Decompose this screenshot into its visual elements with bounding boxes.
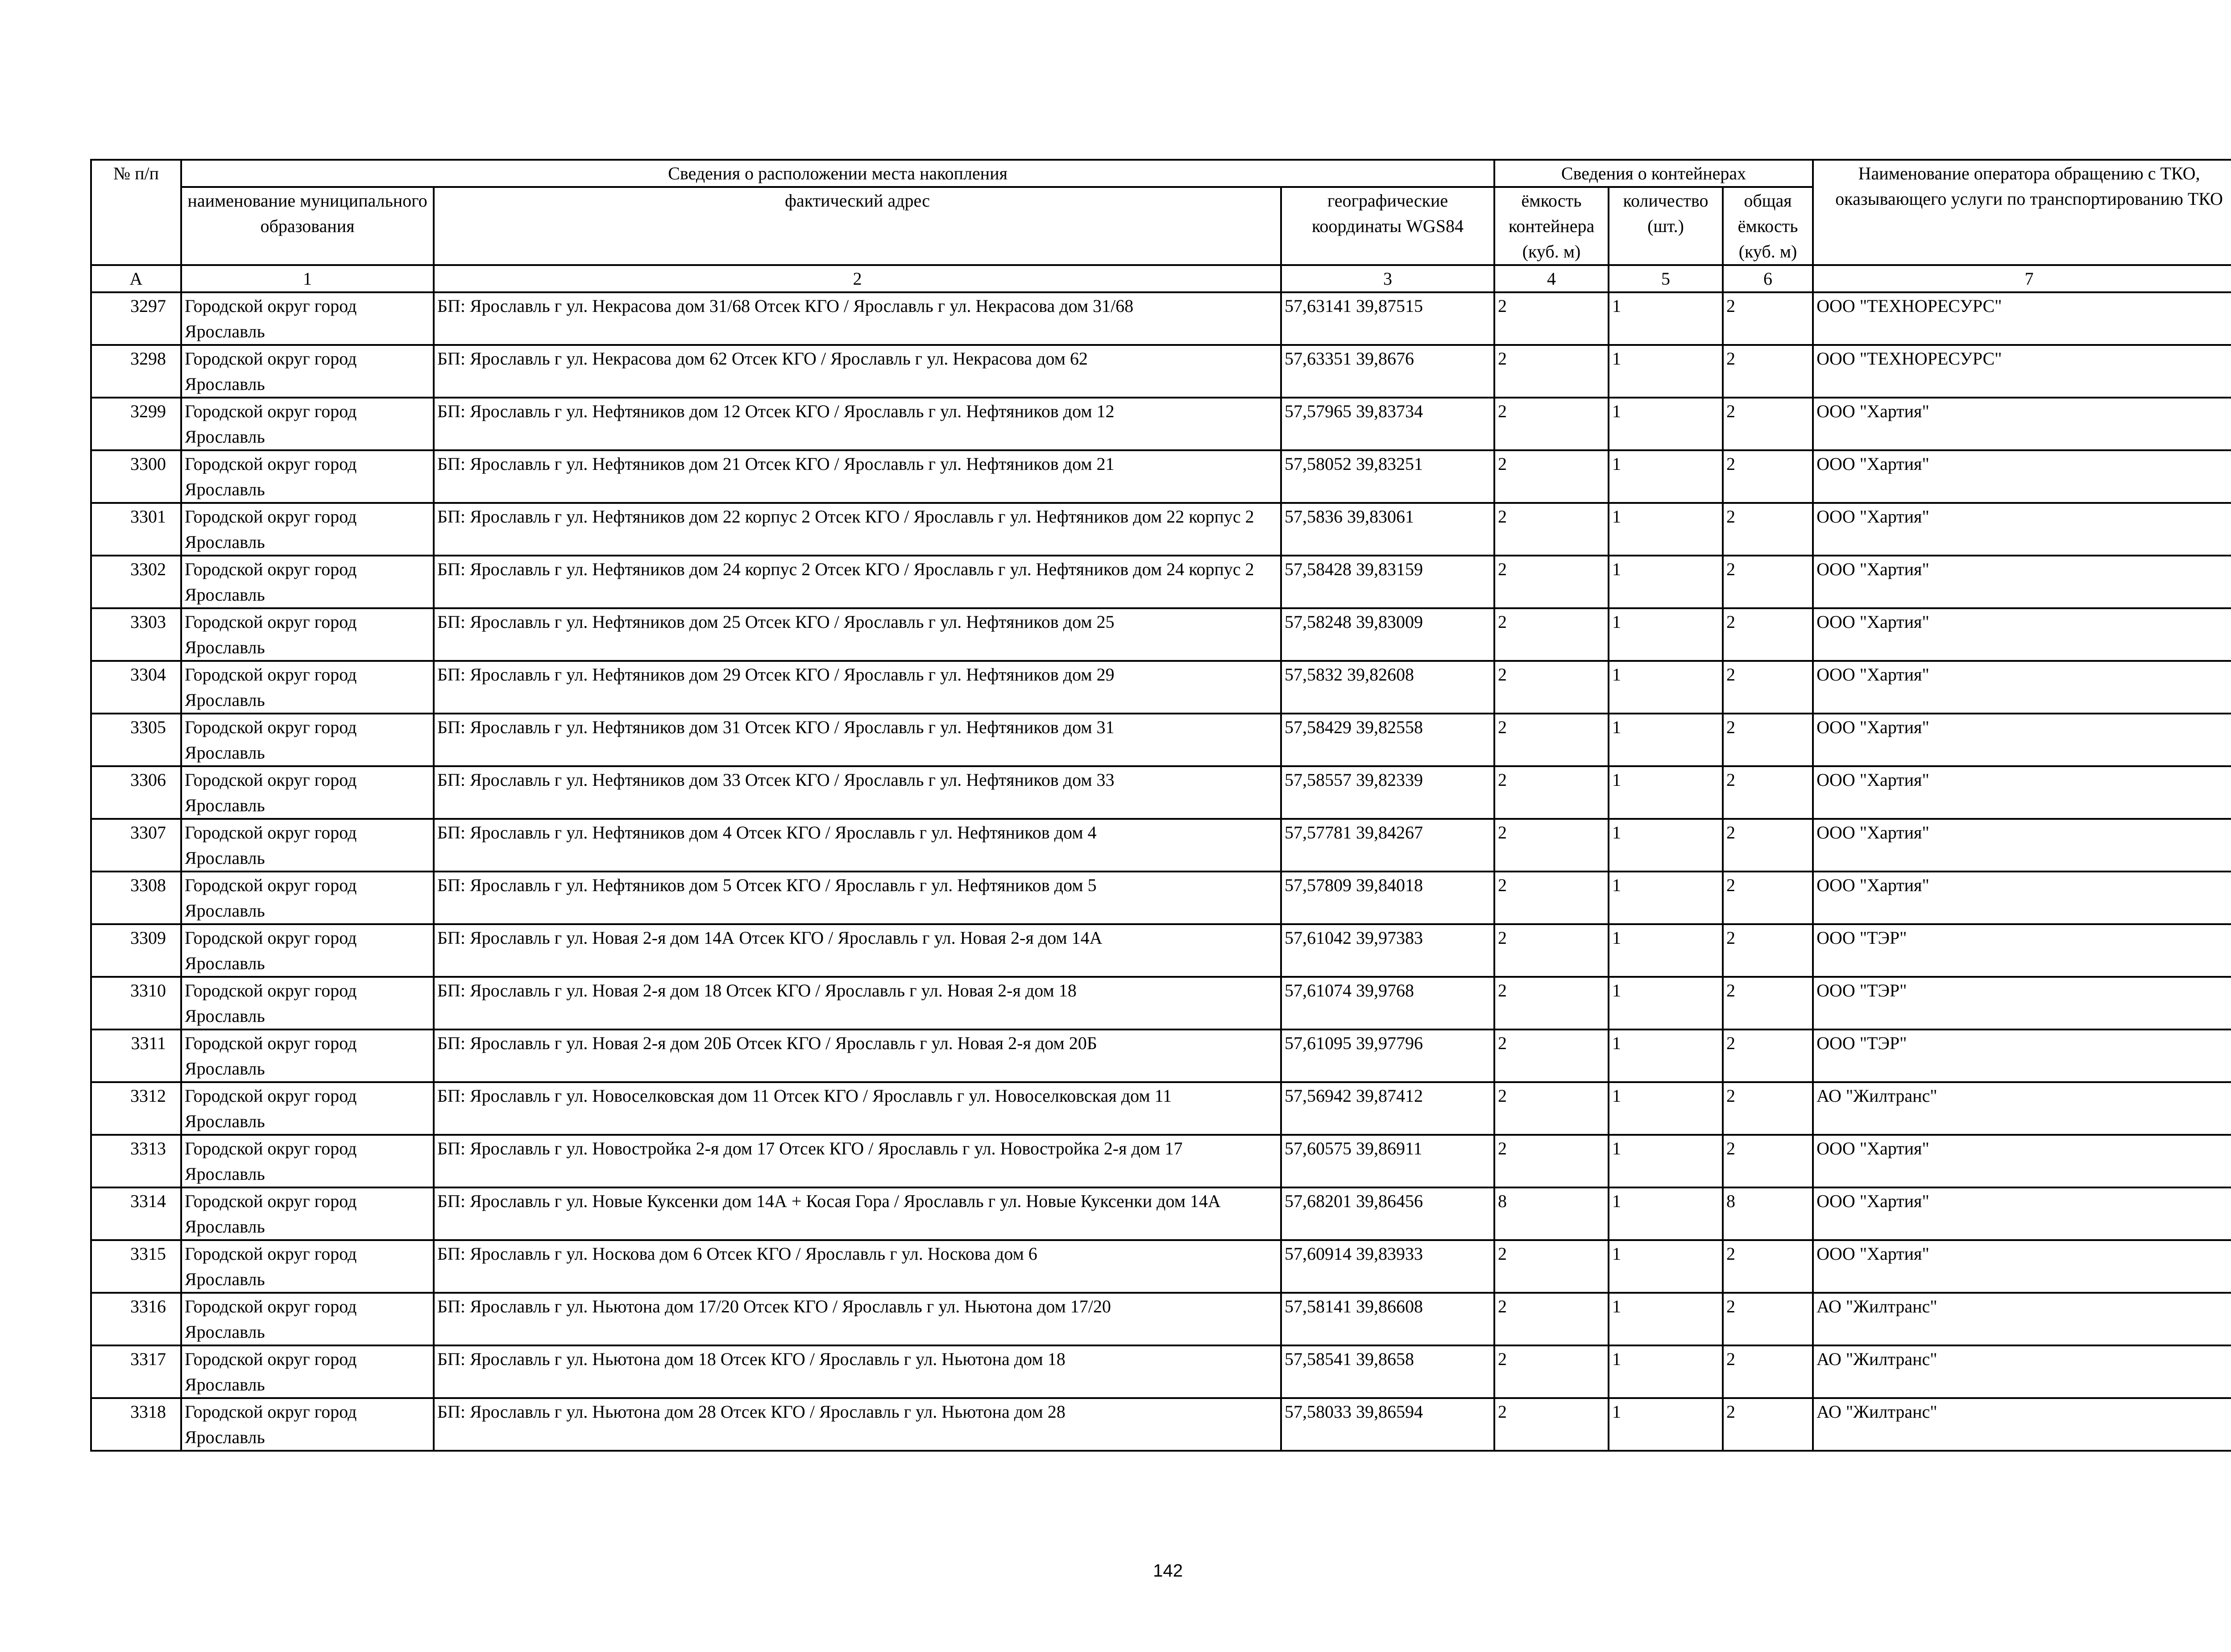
- cell-address: БП: Ярославль г ул. Ньютона дом 17/20 Отсек КГО / Ярославль г ул. Ньютона дом 17/20: [434, 1293, 1281, 1345]
- cell-total: 2: [1723, 872, 1813, 924]
- cell-operator: АО "Жилтранс": [1813, 1345, 2231, 1398]
- table-row: [91, 766, 2231, 819]
- cell-operator: ООО "Хартия": [1813, 398, 2231, 450]
- cell-capacity: 2: [1494, 872, 1609, 924]
- cell-count: 1: [1609, 1240, 1723, 1293]
- cell-coords: 57,63141 39,87515: [1281, 292, 1494, 345]
- cell-count: 1: [1609, 1029, 1723, 1082]
- cell-num: 3308: [91, 872, 181, 924]
- cell-municipality: Городской округ город Ярославль: [181, 608, 434, 661]
- column-index-row: [91, 265, 2231, 292]
- cell-coords: 57,61074 39,9768: [1281, 977, 1494, 1029]
- column-index: 2: [434, 265, 1281, 292]
- cell-coords: 57,58033 39,86594: [1281, 1398, 1494, 1451]
- header-address: фактический адрес: [434, 187, 1281, 265]
- cell-capacity: 2: [1494, 398, 1609, 450]
- column-index: 6: [1723, 265, 1813, 292]
- cell-capacity: 2: [1494, 608, 1609, 661]
- cell-address: БП: Ярославль г ул. Новая 2-я дом 20Б Отсек КГО / Ярославль г ул. Новая 2-я дом 20Б: [434, 1029, 1281, 1082]
- cell-total: 2: [1723, 766, 1813, 819]
- cell-count: 1: [1609, 1293, 1723, 1345]
- cell-count: 1: [1609, 872, 1723, 924]
- table-row: [91, 292, 2231, 345]
- cell-operator: ООО "ТЕХНОРЕСУРС": [1813, 292, 2231, 345]
- cell-capacity: 2: [1494, 1293, 1609, 1345]
- cell-capacity: 2: [1494, 1398, 1609, 1451]
- cell-capacity: 2: [1494, 766, 1609, 819]
- cell-operator: ООО "Хартия": [1813, 872, 2231, 924]
- header-capacity: ёмкость контейнера (куб. м): [1494, 187, 1609, 265]
- cell-address: БП: Ярославль г ул. Некрасова дом 62 Отсек КГО / Ярославль г ул. Некрасова дом 62: [434, 345, 1281, 398]
- table-row: [91, 872, 2231, 924]
- cell-num: 3307: [91, 819, 181, 872]
- cell-operator: ООО "Хартия": [1813, 1240, 2231, 1293]
- cell-capacity: 2: [1494, 1082, 1609, 1135]
- cell-total: 2: [1723, 1029, 1813, 1082]
- cell-municipality: Городской округ город Ярославль: [181, 766, 434, 819]
- cell-num: 3315: [91, 1240, 181, 1293]
- cell-operator: ООО "Хартия": [1813, 503, 2231, 556]
- table-row: [91, 608, 2231, 661]
- cell-capacity: 2: [1494, 1240, 1609, 1293]
- cell-coords: 57,58052 39,83251: [1281, 450, 1494, 503]
- registry-sheet: [90, 159, 2231, 1452]
- cell-address: БП: Ярославль г ул. Нефтяников дом 4 Отсек КГО / Ярославль г ул. Нефтяников дом 4: [434, 819, 1281, 872]
- cell-municipality: Городской округ город Ярославль: [181, 1029, 434, 1082]
- cell-municipality: Городской округ город Ярославль: [181, 1398, 434, 1451]
- column-index: 5: [1609, 265, 1723, 292]
- cell-address: БП: Ярославль г ул. Новоселковская дом 11 Отсек КГО / Ярославль г ул. Новоселковская дом 11: [434, 1082, 1281, 1135]
- cell-capacity: 2: [1494, 977, 1609, 1029]
- header-row-top: [91, 160, 2231, 187]
- cell-municipality: Городской округ город Ярославль: [181, 977, 434, 1029]
- cell-total: 2: [1723, 1082, 1813, 1135]
- cell-capacity: 2: [1494, 450, 1609, 503]
- cell-capacity: 2: [1494, 819, 1609, 872]
- header-coords: географические координаты WGS84: [1281, 187, 1494, 265]
- table-row: [91, 1187, 2231, 1240]
- cell-coords: 57,57781 39,84267: [1281, 819, 1494, 872]
- cell-address: БП: Ярославль г ул. Некрасова дом 31/68 Отсек КГО / Ярославль г ул. Некрасова дом 31/68: [434, 292, 1281, 345]
- cell-coords: 57,60575 39,86911: [1281, 1135, 1494, 1187]
- cell-count: 1: [1609, 556, 1723, 608]
- table-row: [91, 1135, 2231, 1187]
- table-row: [91, 345, 2231, 398]
- cell-count: 1: [1609, 977, 1723, 1029]
- cell-municipality: Городской округ город Ярославль: [181, 398, 434, 450]
- cell-count: 1: [1609, 450, 1723, 503]
- cell-total: 2: [1723, 1398, 1813, 1451]
- cell-capacity: 2: [1494, 1345, 1609, 1398]
- cell-municipality: Городской округ город Ярославль: [181, 661, 434, 714]
- cell-num: 3318: [91, 1398, 181, 1451]
- cell-municipality: Городской округ город Ярославль: [181, 1240, 434, 1293]
- cell-operator: ООО "Хартия": [1813, 608, 2231, 661]
- cell-coords: 57,5832 39,82608: [1281, 661, 1494, 714]
- cell-num: 3314: [91, 1187, 181, 1240]
- cell-count: 1: [1609, 1345, 1723, 1398]
- cell-operator: ООО "Хартия": [1813, 450, 2231, 503]
- header-total: общая ёмкость (куб. м): [1723, 187, 1813, 265]
- cell-capacity: 8: [1494, 1187, 1609, 1240]
- cell-num: 3313: [91, 1135, 181, 1187]
- cell-count: 1: [1609, 924, 1723, 977]
- cell-total: 2: [1723, 1345, 1813, 1398]
- cell-num: 3298: [91, 345, 181, 398]
- column-index: А: [91, 265, 181, 292]
- table-row: [91, 977, 2231, 1029]
- cell-coords: 57,58557 39,82339: [1281, 766, 1494, 819]
- column-index: 4: [1494, 265, 1609, 292]
- cell-count: 1: [1609, 1082, 1723, 1135]
- cell-capacity: 2: [1494, 714, 1609, 766]
- cell-total: 8: [1723, 1187, 1813, 1240]
- cell-num: 3317: [91, 1345, 181, 1398]
- table-row: [91, 1345, 2231, 1398]
- cell-address: БП: Ярославль г ул. Нефтяников дом 29 Отсек КГО / Ярославль г ул. Нефтяников дом 29: [434, 661, 1281, 714]
- cell-capacity: 2: [1494, 1029, 1609, 1082]
- cell-num: 3301: [91, 503, 181, 556]
- cell-operator: ООО "Хартия": [1813, 1135, 2231, 1187]
- cell-count: 1: [1609, 345, 1723, 398]
- table-row: [91, 1240, 2231, 1293]
- cell-coords: 57,58541 39,8658: [1281, 1345, 1494, 1398]
- header-containers-group: Сведения о контейнерах: [1494, 160, 1813, 187]
- cell-total: 2: [1723, 924, 1813, 977]
- cell-total: 2: [1723, 345, 1813, 398]
- cell-count: 1: [1609, 1135, 1723, 1187]
- header-location-group: Сведения о расположении места накопления: [181, 160, 1494, 187]
- cell-operator: ООО "ТЭР": [1813, 924, 2231, 977]
- table-row: [91, 714, 2231, 766]
- cell-count: 1: [1609, 608, 1723, 661]
- cell-total: 2: [1723, 714, 1813, 766]
- table-row: [91, 1082, 2231, 1135]
- cell-num: 3309: [91, 924, 181, 977]
- cell-capacity: 2: [1494, 924, 1609, 977]
- cell-address: БП: Ярославль г ул. Нефтяников дом 12 Отсек КГО / Ярославль г ул. Нефтяников дом 12: [434, 398, 1281, 450]
- cell-num: 3316: [91, 1293, 181, 1345]
- table-row: [91, 661, 2231, 714]
- cell-coords: 57,68201 39,86456: [1281, 1187, 1494, 1240]
- cell-address: БП: Ярославль г ул. Нефтяников дом 24 корпус 2 Отсек КГО / Ярославль г ул. Нефтяников дом 24 корпус 2: [434, 556, 1281, 608]
- cell-total: 2: [1723, 398, 1813, 450]
- cell-count: 1: [1609, 661, 1723, 714]
- column-index: 3: [1281, 265, 1494, 292]
- cell-address: БП: Ярославль г ул. Нефтяников дом 31 Отсек КГО / Ярославль г ул. Нефтяников дом 31: [434, 714, 1281, 766]
- cell-address: БП: Ярославль г ул. Нефтяников дом 5 Отсек КГО / Ярославль г ул. Нефтяников дом 5: [434, 872, 1281, 924]
- cell-operator: ООО "Хартия": [1813, 556, 2231, 608]
- cell-num: 3299: [91, 398, 181, 450]
- cell-operator: ООО "Хартия": [1813, 819, 2231, 872]
- cell-total: 2: [1723, 556, 1813, 608]
- cell-num: 3304: [91, 661, 181, 714]
- cell-capacity: 2: [1494, 661, 1609, 714]
- table-row: [91, 1398, 2231, 1451]
- cell-coords: 57,56942 39,87412: [1281, 1082, 1494, 1135]
- cell-total: 2: [1723, 1240, 1813, 1293]
- cell-municipality: Городской округ город Ярославль: [181, 292, 434, 345]
- table-row: [91, 450, 2231, 503]
- cell-address: БП: Ярославль г ул. Новые Куксенки дом 14А + Косая Гора / Ярославль г ул. Новые Куксенки дом 14А: [434, 1187, 1281, 1240]
- cell-count: 1: [1609, 1187, 1723, 1240]
- table-row: [91, 819, 2231, 872]
- cell-operator: АО "Жилтранс": [1813, 1398, 2231, 1451]
- cell-total: 2: [1723, 1293, 1813, 1345]
- cell-capacity: 2: [1494, 1135, 1609, 1187]
- waste-sites-table: [90, 159, 2231, 1452]
- column-index: 1: [181, 265, 434, 292]
- cell-operator: ООО "Хартия": [1813, 1187, 2231, 1240]
- cell-capacity: 2: [1494, 345, 1609, 398]
- cell-municipality: Городской округ город Ярославль: [181, 345, 434, 398]
- table-row: [91, 1029, 2231, 1082]
- header-operator: Наименование оператора обращению с ТКО, оказывающего услуги по транспортированию ТКО: [1813, 160, 2231, 265]
- cell-num: 3300: [91, 450, 181, 503]
- cell-num: 3311: [91, 1029, 181, 1082]
- cell-count: 1: [1609, 398, 1723, 450]
- cell-coords: 57,60914 39,83933: [1281, 1240, 1494, 1293]
- cell-address: БП: Ярославль г ул. Нефтяников дом 33 Отсек КГО / Ярославль г ул. Нефтяников дом 33: [434, 766, 1281, 819]
- header-municipality: наименование муниципального образования: [181, 187, 434, 265]
- cell-address: БП: Ярославль г ул. Ньютона дом 28 Отсек КГО / Ярославль г ул. Ньютона дом 28: [434, 1398, 1281, 1451]
- header-count: количество (шт.): [1609, 187, 1723, 265]
- cell-count: 1: [1609, 503, 1723, 556]
- cell-coords: 57,5836 39,83061: [1281, 503, 1494, 556]
- cell-operator: АО "Жилтранс": [1813, 1082, 2231, 1135]
- table-row: [91, 1293, 2231, 1345]
- cell-municipality: Городской округ город Ярославль: [181, 1293, 434, 1345]
- cell-operator: ООО "ТЭР": [1813, 977, 2231, 1029]
- table-row: [91, 398, 2231, 450]
- cell-count: 1: [1609, 292, 1723, 345]
- cell-address: БП: Ярославль г ул. Нефтяников дом 22 корпус 2 Отсек КГО / Ярославль г ул. Нефтяников дом 22 корпус 2: [434, 503, 1281, 556]
- cell-capacity: 2: [1494, 556, 1609, 608]
- page-number: 142: [1153, 1561, 1183, 1581]
- cell-operator: АО "Жилтранс": [1813, 1293, 2231, 1345]
- cell-capacity: 2: [1494, 503, 1609, 556]
- cell-num: 3303: [91, 608, 181, 661]
- cell-total: 2: [1723, 292, 1813, 345]
- cell-municipality: Городской округ город Ярославль: [181, 503, 434, 556]
- cell-municipality: Городской округ город Ярославль: [181, 450, 434, 503]
- cell-operator: ООО "ТЕХНОРЕСУРС": [1813, 345, 2231, 398]
- cell-coords: 57,57809 39,84018: [1281, 872, 1494, 924]
- cell-coords: 57,61095 39,97796: [1281, 1029, 1494, 1082]
- cell-address: БП: Ярославль г ул. Нефтяников дом 25 Отсек КГО / Ярославль г ул. Нефтяников дом 25: [434, 608, 1281, 661]
- cell-count: 1: [1609, 1398, 1723, 1451]
- cell-num: 3306: [91, 766, 181, 819]
- cell-total: 2: [1723, 503, 1813, 556]
- cell-coords: 57,57965 39,83734: [1281, 398, 1494, 450]
- cell-municipality: Городской округ город Ярославль: [181, 714, 434, 766]
- cell-coords: 57,58248 39,83009: [1281, 608, 1494, 661]
- cell-count: 1: [1609, 766, 1723, 819]
- cell-municipality: Городской округ город Ярославль: [181, 1082, 434, 1135]
- cell-coords: 57,58141 39,86608: [1281, 1293, 1494, 1345]
- cell-municipality: Городской округ город Ярославль: [181, 924, 434, 977]
- cell-num: 3310: [91, 977, 181, 1029]
- cell-total: 2: [1723, 661, 1813, 714]
- cell-municipality: Городской округ город Ярославль: [181, 1187, 434, 1240]
- cell-municipality: Городской округ город Ярославль: [181, 1345, 434, 1398]
- cell-total: 2: [1723, 977, 1813, 1029]
- table-row: [91, 924, 2231, 977]
- cell-num: 3312: [91, 1082, 181, 1135]
- cell-municipality: Городской округ город Ярославль: [181, 1135, 434, 1187]
- header-num: № п/п: [91, 160, 181, 265]
- table-row: [91, 556, 2231, 608]
- cell-operator: ООО "Хартия": [1813, 714, 2231, 766]
- cell-count: 1: [1609, 819, 1723, 872]
- cell-coords: 57,58429 39,82558: [1281, 714, 1494, 766]
- cell-total: 2: [1723, 1135, 1813, 1187]
- cell-num: 3302: [91, 556, 181, 608]
- cell-municipality: Городской округ город Ярославль: [181, 872, 434, 924]
- cell-coords: 57,58428 39,83159: [1281, 556, 1494, 608]
- cell-operator: ООО "Хартия": [1813, 661, 2231, 714]
- cell-total: 2: [1723, 819, 1813, 872]
- cell-num: 3297: [91, 292, 181, 345]
- table-body: [91, 292, 2231, 1451]
- cell-operator: ООО "Хартия": [1813, 766, 2231, 819]
- cell-count: 1: [1609, 714, 1723, 766]
- cell-coords: 57,61042 39,97383: [1281, 924, 1494, 977]
- cell-capacity: 2: [1494, 292, 1609, 345]
- table-row: [91, 503, 2231, 556]
- cell-total: 2: [1723, 450, 1813, 503]
- cell-coords: 57,63351 39,8676: [1281, 345, 1494, 398]
- cell-address: БП: Ярославль г ул. Новостройка 2-я дом 17 Отсек КГО / Ярославль г ул. Новостройка 2-я дом 17: [434, 1135, 1281, 1187]
- cell-address: БП: Ярославль г ул. Новая 2-я дом 18 Отсек КГО / Ярославль г ул. Новая 2-я дом 18: [434, 977, 1281, 1029]
- cell-address: БП: Ярославль г ул. Нефтяников дом 21 Отсек КГО / Ярославль г ул. Нефтяников дом 21: [434, 450, 1281, 503]
- cell-operator: ООО "ТЭР": [1813, 1029, 2231, 1082]
- cell-num: 3305: [91, 714, 181, 766]
- cell-address: БП: Ярославль г ул. Носкова дом 6 Отсек КГО / Ярославль г ул. Носкова дом 6: [434, 1240, 1281, 1293]
- cell-address: БП: Ярославль г ул. Новая 2-я дом 14А Отсек КГО / Ярославль г ул. Новая 2-я дом 14А: [434, 924, 1281, 977]
- cell-municipality: Городской округ город Ярославль: [181, 556, 434, 608]
- cell-total: 2: [1723, 608, 1813, 661]
- cell-address: БП: Ярославль г ул. Ньютона дом 18 Отсек КГО / Ярославль г ул. Ньютона дом 18: [434, 1345, 1281, 1398]
- column-index: 7: [1813, 265, 2231, 292]
- cell-municipality: Городской округ город Ярославль: [181, 819, 434, 872]
